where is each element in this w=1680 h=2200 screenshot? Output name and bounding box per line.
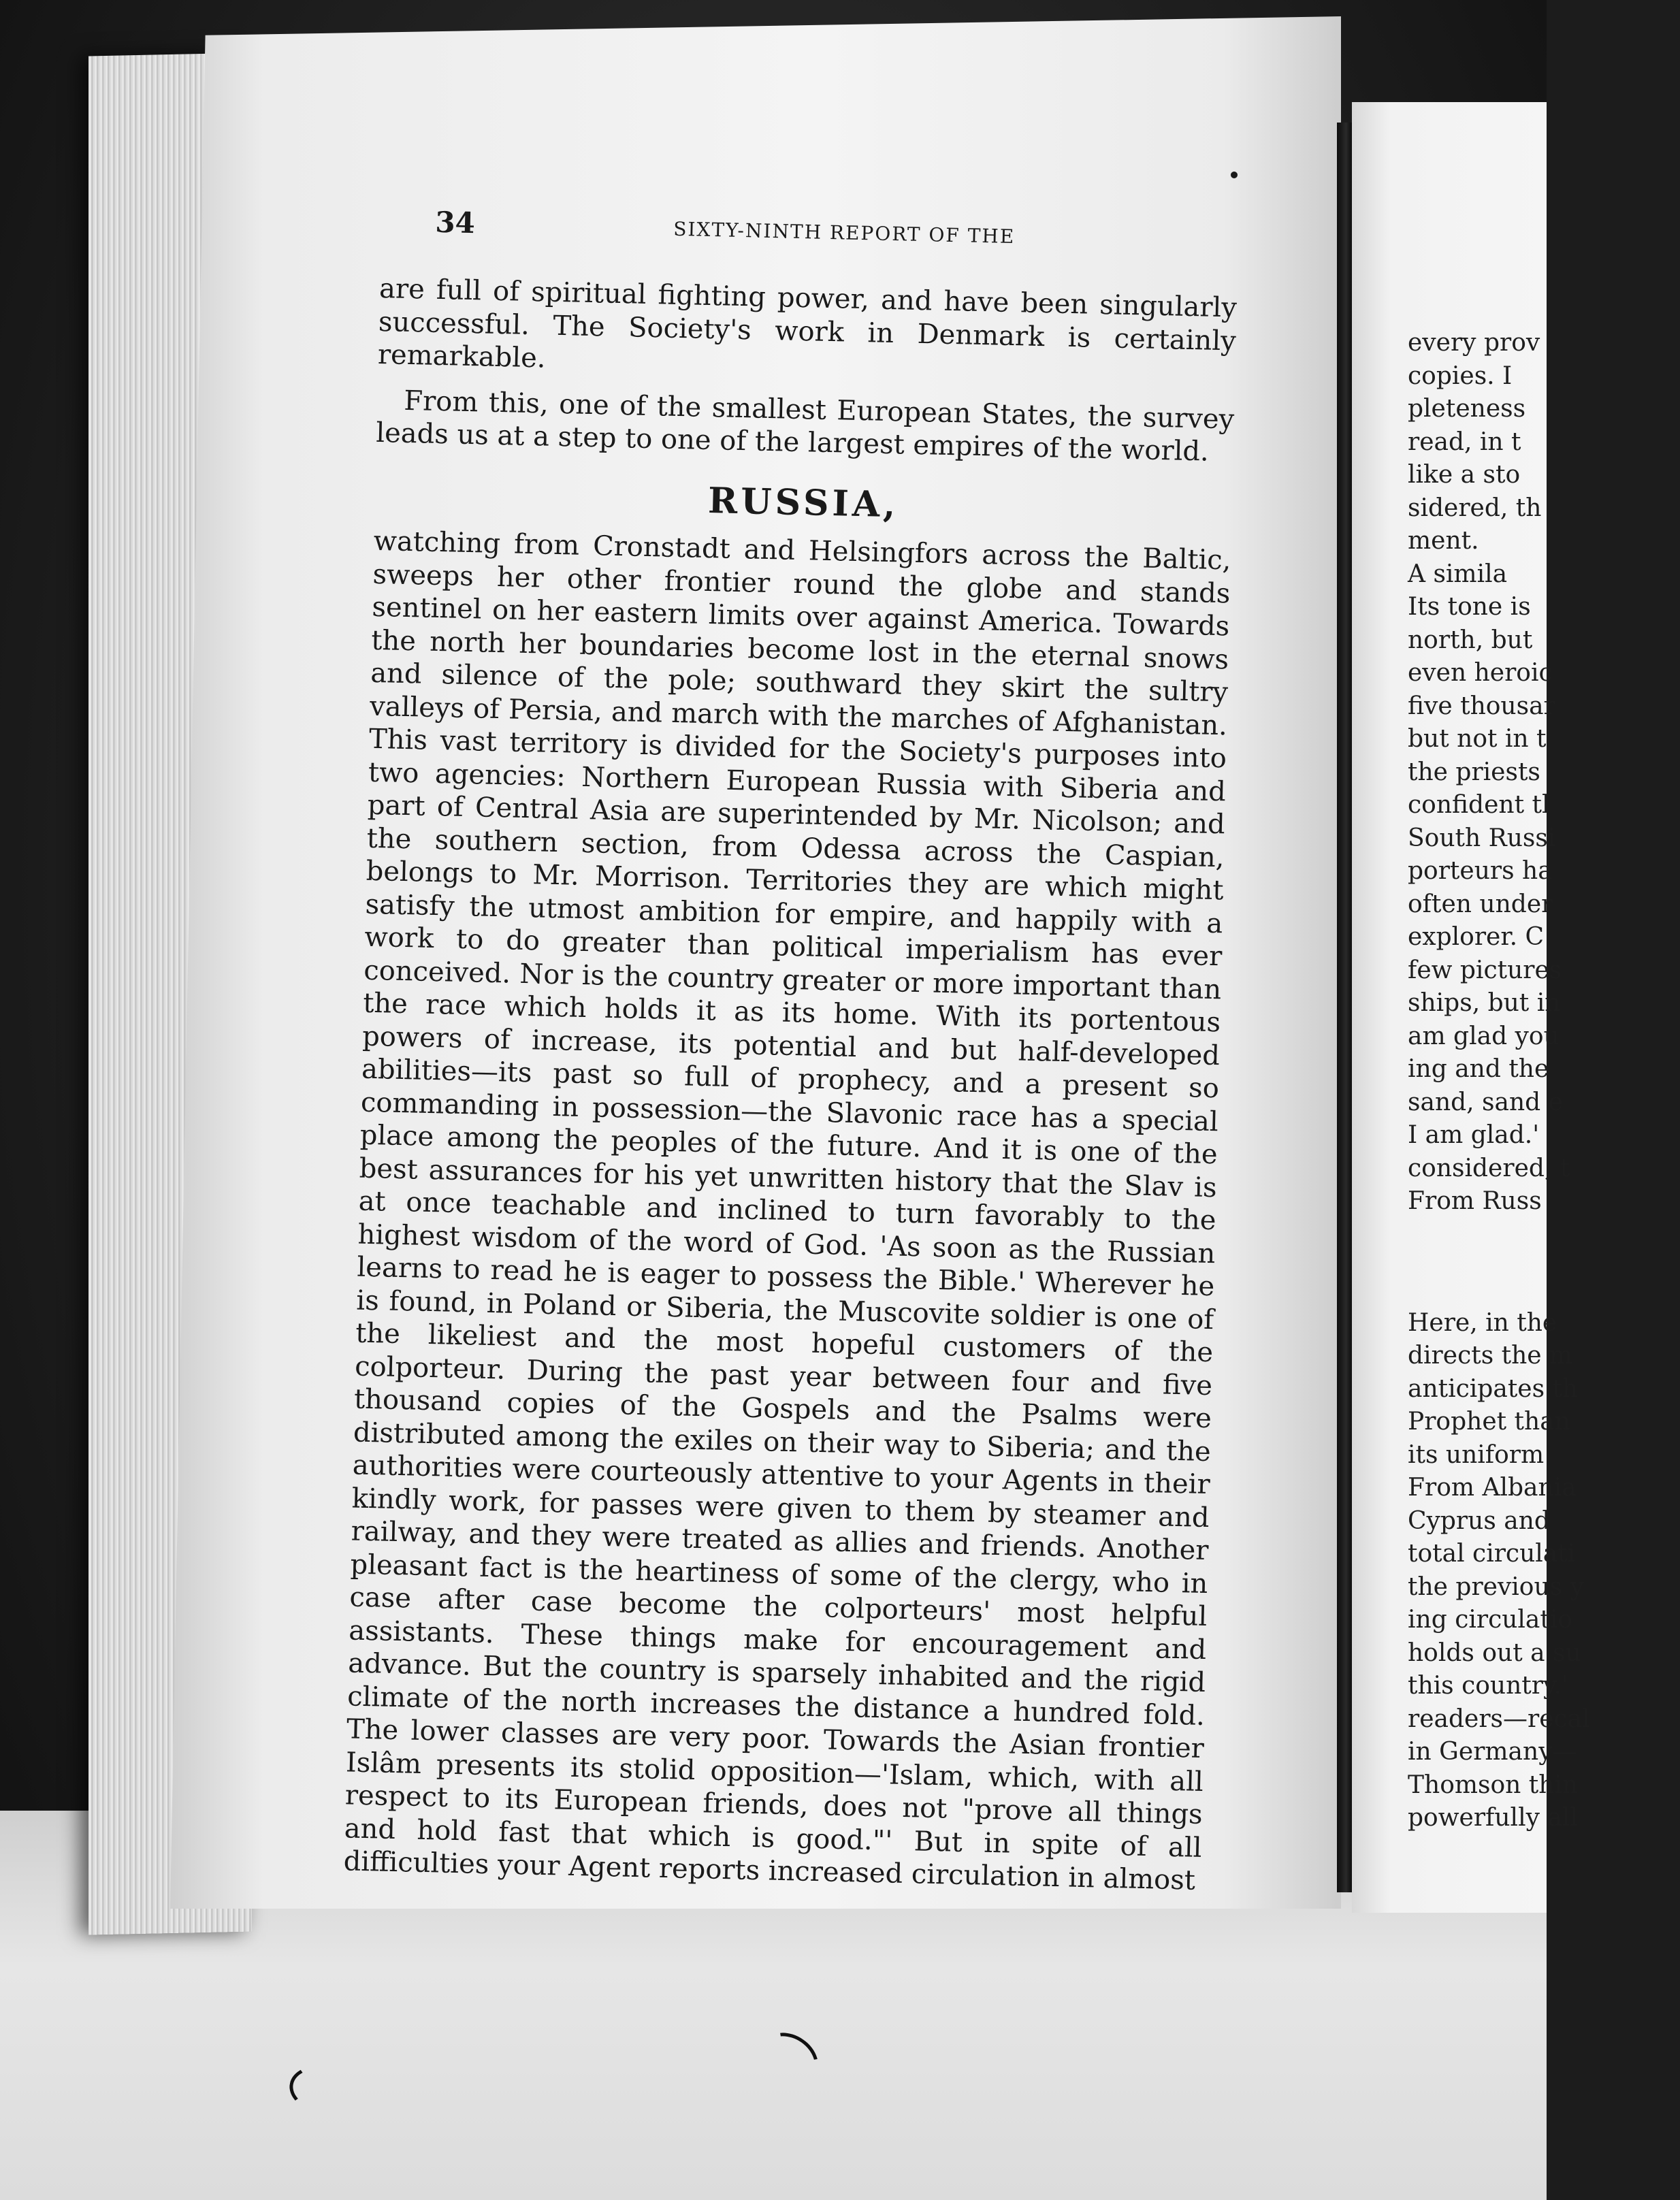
- right-page-line: even heroic: [1408, 659, 1553, 687]
- right-page-line: few pictures: [1408, 956, 1562, 984]
- right-page-line: holds out a su: [1408, 1638, 1581, 1667]
- right-page-line: pleteness: [1408, 395, 1526, 423]
- right-page-line: this country.': [1408, 1672, 1568, 1700]
- body-text: [343, 272, 1237, 1897]
- right-page-line: often under: [1408, 890, 1553, 918]
- russia-paragraph: watching from Cronstadt and Helsingfors across the Baltic, sweeps her other frontier round the globe and stands sentinel on her eastern limits over against America. Towards the north her boundaries become lost in the eternal snows and silence of the pole; southward they skirt the sultry valleys of Persia, and march with the marches of Afghanistan. This vast territory is divided for the Society's purposes into two agencies: Northern European Russia with Siberia and part of Central Asia are superintended by Mr. Nicolson; and the southern section, from Odessa across the Caspian, belongs to Mr. Morrison. Territories they are which might satisfy the utmost ambition for empire, and happily with a work to do greater than political imperialism has ever conceived. Nor is the country greater or more important than the race which holds it as its home. With its portentous powers of increase, its potential and but half-developed abilities—its past so full of prophecy, and a present so commanding in possession—the Slavonic race has a special place among the peoples of the future. And it is one of the best assurances for his yet unwritten history that the Slav is at once teachable and inclined to turn favorably to the highest wisdom of the word of God. 'As soon as the Russian learns to read he is eager to possess the Bible.' Wherever he is found, in Poland or Siberia, the Muscovite soldier is one of the likeliest and the most hopeful customers of the colporteur. During the past year between four and five thousand copies of the Gospels and the Psalms were distributed among the exiles on their way to Siberia; and the authorities were courteously attentive to your Agents in their kindly work, for passes were given to them by steamer and railway, and they were treated as allies and friends. Another pleasant fact is the heartiness of some of the clergy, who in case after case become the colporteurs' most helpful assistants. These things make for encouragement and advance. But the country is sparsely inhabited and the rigid climate of the north increases the distance a hundred fold. The lower classes are very poor. Towards the Asian frontier Islâm presents its stolid opposition—'Islam, which, with all respect to its European friends, does not "prove all things and hold fast that which is good."' But in spite of all difficulties your Agent reports increased circulation in almost: [343, 525, 1231, 1896]
- right-page-line: [1408, 1218, 1680, 1307]
- right-page-line: readers—recal: [1408, 1704, 1590, 1733]
- right-page-line: anticipates th: [1408, 1374, 1579, 1403]
- right-page-line: sand, sand e: [1408, 1088, 1563, 1116]
- right-page-line: like a sto: [1408, 461, 1521, 489]
- right-page: [1352, 102, 1590, 1913]
- transition-paragraph: From this, one of the smallest European States, the survey leads us at a step to one of the largest empires of the world.: [375, 385, 1235, 468]
- page-number: 34: [434, 205, 476, 240]
- right-page-line: From Albania: [1408, 1474, 1577, 1502]
- section-heading: RUSSIA,: [707, 479, 900, 525]
- right-page-line: ships, but in: [1408, 989, 1561, 1017]
- right-page-line: north, but: [1408, 626, 1533, 654]
- right-page-line: Cyprus and: [1408, 1506, 1550, 1535]
- right-page-line: the priests: [1408, 758, 1540, 786]
- right-page-line: porteurs ha: [1408, 857, 1553, 885]
- right-page-line: I am glad.': [1408, 1121, 1540, 1149]
- right-page-line: Here, in the: [1408, 1308, 1557, 1337]
- right-page-line: South Russi: [1408, 824, 1556, 852]
- right-page-line: ing circulatio: [1408, 1606, 1573, 1634]
- right-page-line: directs the m: [1408, 1342, 1573, 1370]
- right-page-line: every prov: [1408, 329, 1540, 357]
- right-page-line: explorer. C: [1408, 923, 1545, 951]
- right-page-line: copies. I: [1408, 361, 1513, 390]
- right-page-line: Thomson thin: [1408, 1770, 1579, 1799]
- right-page-line: but not in t: [1408, 725, 1547, 753]
- right-page-line: confident tl: [1408, 791, 1550, 819]
- right-page-line: A simila: [1408, 560, 1508, 588]
- right-page-line: Prophet than: [1408, 1408, 1570, 1436]
- ink-speck: [1231, 172, 1238, 178]
- right-page-line: am glad you: [1408, 1022, 1560, 1050]
- right-page-line: ment.: [1408, 527, 1479, 555]
- right-page-line: five thousar: [1408, 692, 1555, 720]
- right-page-line: read, in t: [1408, 427, 1521, 456]
- right-page-line: From Russ: [1408, 1187, 1542, 1215]
- right-page-line: sidered, th: [1408, 494, 1542, 522]
- right-page-line: total circulati: [1408, 1540, 1576, 1568]
- running-head: SIXTY-NINTH REPORT OF THE: [673, 217, 1016, 248]
- right-page-line: in Germany—: [1408, 1738, 1577, 1766]
- right-page-text: [1408, 327, 1680, 1835]
- right-page-line: the previous y: [1408, 1572, 1584, 1601]
- right-page-line: its uniform: [1408, 1440, 1545, 1469]
- opening-paragraph: are full of spiritual fighting power, and have been singularly successful. The Society's work in Denmark is certainly remarkable.: [377, 272, 1238, 374]
- right-page-line: Its tone is: [1408, 593, 1531, 621]
- right-page-line: considered, t: [1408, 1154, 1570, 1182]
- book-gutter: [1337, 123, 1352, 1892]
- right-page-line: powerfully all: [1408, 1804, 1578, 1832]
- right-page-line: ing and the: [1408, 1055, 1549, 1083]
